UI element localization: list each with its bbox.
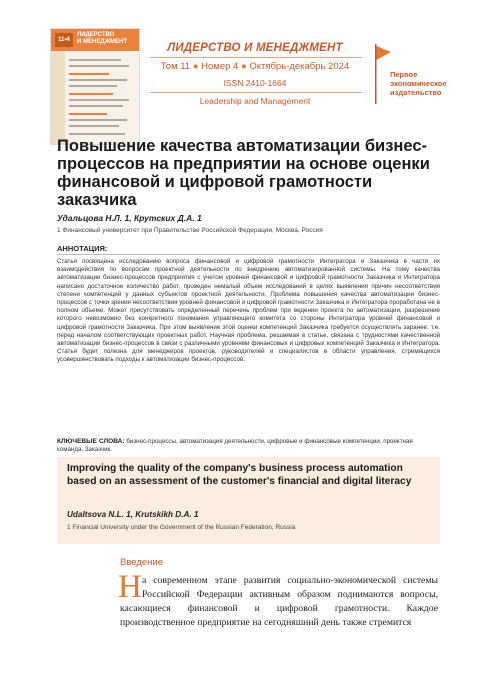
journal-cover-thumbnail <box>50 28 140 145</box>
abstract-heading: АННОТАЦИЯ: <box>57 244 108 253</box>
drop-cap: Н <box>118 569 142 605</box>
keywords <box>57 438 440 454</box>
publisher-name: Первое экономическое издательство <box>390 70 447 97</box>
article-authors: Удальцова Н.Л. 1, Крутских Д.А. 1 <box>57 213 202 223</box>
english-authors: Udaltsova N.L. 1, Krutskikh D.A. 1 <box>67 510 199 519</box>
article-affiliation: 1 Финансовый университет при Правительстве Российской Федерации, Москва, Россия <box>57 227 323 234</box>
header-divider <box>150 57 362 58</box>
issn: ISSN 2410-1664 <box>223 78 287 88</box>
keywords-label: КЛЮЧЕВЫЕ СЛОВА: <box>57 438 125 445</box>
english-title: Improving the quality of the company's business process automation based on an assessment of the customer's financial and digital literacy <box>67 463 412 487</box>
issue-info: Том 11 ● Номер 4 ● Октябрь-декабрь 2024 <box>160 61 350 72</box>
abstract-text: Статья посвящена исследованию вопроса финансовой и цифровой грамотности Интегратора и Заказчика в части их взаимодействия по вопросам проектной деятельности по внедрению автоматизированной системы. На тому качества автоматизации бизнес-процессов предприятия с учетом уровней финансовой и цифровой грамотности Заказчика и Интегратора написано достаточное количество работ, проведен немалый объем исследований в целях выявления причин несоответствия степени компетенций у данных субъектов проектной деятельности. Проблема повышения качества автоматизации бизнес-процессов с точки зрения несоответствия уровней финансовой и цифровой грамотности Заказчика и Интегратора проработана не в полном объеме. Может присутствовать определенный перечень проблем при ведении проекта по автоматизации, разрешение которого невозможно без конкретного понимания управляющего комитета со стороны Интегратора уровней финансовой и цифровой грамотности Заказчика. При этом выявление этой оценки компетенций Заказчика требуется осуществлять заранее, т.е. перед началом соответствующих проектных работ. Научная проблема, решаемая в статье, связана с трудностями качественной автоматизации бизнес-процессов в связи с различными уровнями финансовых и цифровых компетенций Заказчика и Интегратора. Статья будет полезна для менеджеров проектов, руководителей и специалистов в области управления, стремящихся усовершенствовать подходы к автоматизации бизнес-процессов. <box>57 258 440 364</box>
keywords-text: бизнес-процессы, автоматизация деятельности, цифровые и финансовые компетенции, проектная команда, Заказчик. <box>57 438 413 454</box>
article-title: Повышение качества автоматизации бизнес-процессов на предприятии на основе оценки финансовой и цифровой грамотности заказчика <box>57 137 430 209</box>
english-affiliation: 1 Financial University under the Government of the Russian Federation, Russia <box>67 524 296 531</box>
intro-text: а современном этапе развития социально-экономической системы Российской Федерации активным образом поднимаются вопросы, касающиеся финансовой и цифровой грамотности. Каждое производственное предприятие на сегодняшний день также стремится <box>120 575 438 628</box>
journal-title-en: Leadership and Management <box>199 96 311 106</box>
journal-title: ЛИДЕРСТВО И МЕНЕДЖМЕНТ <box>167 42 343 54</box>
abstract-divider <box>57 254 440 255</box>
cover-badge: 11•4 <box>55 33 73 47</box>
cover-title: ЛИДЕРСТВО И МЕНЕДЖМЕНТ <box>77 32 128 45</box>
intro-heading: Введение <box>120 557 164 568</box>
header-divider <box>150 92 362 93</box>
